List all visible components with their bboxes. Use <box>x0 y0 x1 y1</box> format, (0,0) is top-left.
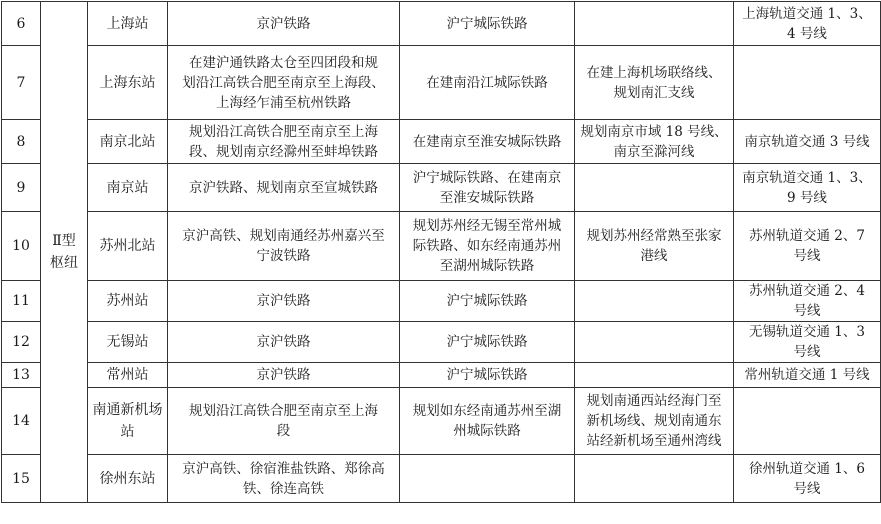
rail-lines-line: 京沪铁路、规划南京至宣城铁路 <box>189 179 378 196</box>
metro-lines-line: 号线 <box>793 344 821 360</box>
metro-lines-line: 南京轨道交通 1、3、 <box>742 169 872 186</box>
intercity-lines <box>400 164 575 212</box>
rail-lines-line: 规划沿江高铁合肥至南京至上海 <box>189 123 378 140</box>
intercity-lines-line: 规划苏州经无锡至常州城 <box>412 218 562 234</box>
metro-lines-line: 上海轨道交通 1、3、 <box>742 5 872 22</box>
intercity-lines-line: 在建南京至淮安城际铁路 <box>412 133 562 150</box>
station-name-line: 站 <box>120 424 135 440</box>
rail-lines <box>168 281 400 322</box>
station-name <box>88 363 168 388</box>
rail-lines <box>168 2 400 46</box>
intercity-lines <box>400 322 575 363</box>
station-name <box>88 212 168 281</box>
row-number: 11 <box>2 281 41 322</box>
row-number: 8 <box>2 120 41 164</box>
station-name <box>88 2 168 46</box>
urban-lines-line: 规划苏州经常熟至张家 <box>586 228 722 244</box>
table-row <box>2 120 881 164</box>
rail-lines-line: 段 <box>276 423 291 439</box>
intercity-lines-line: 至湖州城际铁路 <box>439 258 535 274</box>
station-name-line: 南京北站 <box>99 133 156 150</box>
metro-lines-line: 苏州轨道交通 2、4 <box>749 283 865 299</box>
table-row <box>2 212 881 281</box>
rail-lines <box>168 363 400 388</box>
intercity-lines-line: 沪宁城际铁路 <box>446 15 528 32</box>
hub-type-label: Ⅱ型 <box>52 233 76 249</box>
urban-lines-line: 新机场线、规划南通东 <box>586 413 722 429</box>
station-name-line: 常州站 <box>106 367 149 383</box>
rail-lines <box>168 322 400 363</box>
urban-lines-line: 规划南汇支线 <box>613 84 695 101</box>
intercity-lines <box>400 120 575 164</box>
hub-type-label: 枢纽 <box>50 255 78 271</box>
rail-lines-line: 京沪铁路 <box>256 293 311 309</box>
metro-lines-line: 南京轨道交通 3 号线 <box>744 133 870 150</box>
metro-lines-line: 号线 <box>793 303 821 319</box>
row-number: 12 <box>2 322 41 363</box>
station-name <box>88 164 168 212</box>
station-name-line: 南通新机场 <box>92 402 163 418</box>
row-number: 13 <box>2 363 41 388</box>
urban-lines <box>575 164 734 212</box>
metro-lines <box>734 46 881 120</box>
intercity-lines-line: 沪宁城际铁路 <box>446 334 528 350</box>
urban-lines <box>575 46 734 120</box>
urban-lines <box>575 2 734 46</box>
rail-lines-line: 京沪铁路 <box>256 15 311 32</box>
station-name <box>88 322 168 363</box>
urban-lines <box>575 281 734 322</box>
urban-lines-line: 在建上海机场联络线、 <box>586 64 722 81</box>
intercity-lines <box>400 212 575 281</box>
station-name-line: 苏州站 <box>106 293 149 309</box>
urban-lines-line: 站经新机场至通州湾线 <box>586 433 722 449</box>
metro-lines <box>734 281 881 322</box>
intercity-lines <box>400 281 575 322</box>
metro-lines-line: 无锡轨道交通 1、3 <box>749 324 865 340</box>
urban-lines-line: 规划南京市域 18 号线、 <box>580 123 728 140</box>
metro-lines <box>734 455 881 503</box>
rail-lines-line: 京沪高铁、徐宿淮盐铁路、郑徐高 <box>182 460 385 477</box>
metro-lines <box>734 322 881 363</box>
row-number: 14 <box>2 388 41 455</box>
urban-lines <box>575 363 734 388</box>
intercity-lines <box>400 388 575 455</box>
rail-lines-line: 划沿江高铁合肥至南京至上海段、 <box>182 74 385 91</box>
metro-lines <box>734 164 881 212</box>
rail-lines <box>168 388 400 455</box>
urban-lines <box>575 212 734 281</box>
station-name-line: 上海站 <box>106 15 149 32</box>
table-row <box>2 164 881 212</box>
table-row <box>2 455 881 503</box>
rail-lines-line: 宁波铁路 <box>256 248 311 264</box>
rail-lines <box>168 212 400 281</box>
intercity-lines-line: 至淮安城际铁路 <box>439 189 535 206</box>
metro-lines-line: 徐州轨道交通 1、6 <box>749 460 865 477</box>
urban-lines <box>575 322 734 363</box>
rail-lines <box>168 455 400 503</box>
station-name <box>88 455 168 503</box>
row-number: 9 <box>2 164 41 212</box>
rail-lines-line: 京沪铁路 <box>256 334 311 350</box>
row-number: 10 <box>2 212 41 281</box>
station-name-line: 上海东站 <box>99 74 156 91</box>
rail-lines-line: 京沪高铁、规划南通经苏州嘉兴至 <box>182 228 385 244</box>
urban-lines <box>575 455 734 503</box>
urban-lines <box>575 388 734 455</box>
station-name-line: 无锡站 <box>106 334 149 350</box>
rail-lines <box>168 46 400 120</box>
intercity-lines <box>400 363 575 388</box>
metro-lines-line: 4 号线 <box>787 25 827 42</box>
station-name <box>88 388 168 455</box>
metro-lines-line: 苏州轨道交通 2、7 <box>749 228 865 244</box>
metro-lines-line: 号线 <box>793 248 821 264</box>
rail-lines-line: 铁、徐连高铁 <box>243 480 324 497</box>
intercity-lines-line: 规划如东经南通苏州至湖 <box>412 403 562 419</box>
intercity-lines <box>400 46 575 120</box>
rail-lines-line: 上海经乍浦至杭州铁路 <box>216 94 351 111</box>
hub-table <box>1 1 881 503</box>
station-name-line: 南京站 <box>106 179 149 196</box>
intercity-lines <box>400 2 575 46</box>
table-row <box>2 2 881 46</box>
table-row <box>2 388 881 455</box>
rail-lines-line: 段、规划南京经滁州至蚌埠铁路 <box>189 143 378 160</box>
station-name <box>88 281 168 322</box>
station-name-line: 苏州北站 <box>99 238 156 254</box>
row-number: 15 <box>2 455 41 503</box>
metro-lines <box>734 388 881 455</box>
table-row <box>2 281 881 322</box>
metro-lines <box>734 363 881 388</box>
station-name <box>88 46 168 120</box>
rail-lines-line: 京沪铁路 <box>256 367 311 383</box>
intercity-lines-line: 际铁路、如东经南通苏州 <box>412 238 562 254</box>
urban-lines <box>575 120 734 164</box>
table-row <box>2 363 881 388</box>
metro-lines-line: 常州轨道交通 1 号线 <box>744 367 870 383</box>
station-name-line: 徐州东站 <box>99 470 156 487</box>
station-name <box>88 120 168 164</box>
hub-type-cell <box>41 2 88 503</box>
metro-lines <box>734 2 881 46</box>
rail-lines <box>168 164 400 212</box>
table-row <box>2 46 881 120</box>
intercity-lines-line: 州城际铁路 <box>453 423 521 439</box>
urban-lines-line: 南京至滁河线 <box>613 143 695 160</box>
intercity-lines-line: 在建南沿江城际铁路 <box>426 74 548 91</box>
metro-lines <box>734 212 881 281</box>
row-number: 6 <box>2 2 41 46</box>
row-number: 7 <box>2 46 41 120</box>
urban-lines-line: 规划南通西站经海门至 <box>586 393 722 409</box>
intercity-lines-line: 沪宁城际铁路 <box>446 367 528 383</box>
rail-lines <box>168 120 400 164</box>
metro-lines-line: 号线 <box>793 480 821 497</box>
rail-lines-line: 在建沪通铁路太仓至四团段和规 <box>189 54 378 71</box>
table-row <box>2 322 881 363</box>
metro-lines-line: 9 号线 <box>787 189 827 206</box>
metro-lines <box>734 120 881 164</box>
rail-lines-line: 规划沿江高铁合肥至南京至上海 <box>189 403 378 419</box>
intercity-lines <box>400 455 575 503</box>
urban-lines-line: 港线 <box>640 248 668 264</box>
intercity-lines-line: 沪宁城际铁路 <box>446 293 528 309</box>
intercity-lines-line: 沪宁城际铁路、在建南京 <box>412 169 562 186</box>
